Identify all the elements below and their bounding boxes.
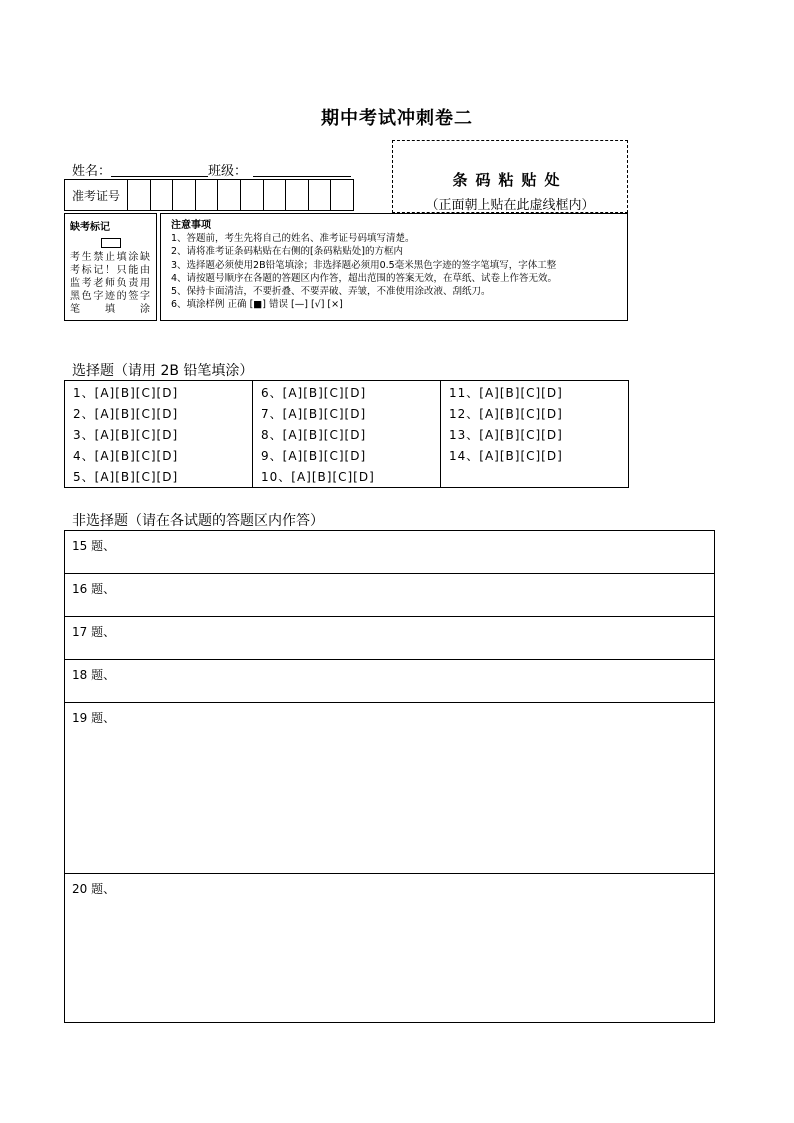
choice-question[interactable]: 12、[A][B][C][D] bbox=[449, 407, 563, 421]
question-label: 18 题、 bbox=[72, 668, 116, 682]
absence-checkbox[interactable] bbox=[101, 238, 121, 248]
exam-id-cell[interactable] bbox=[286, 180, 309, 210]
answer-box[interactable] bbox=[65, 531, 714, 574]
notice-item: 4、请按题号顺序在各题的答题区内作答，超出范围的答案无效，在草纸、试卷上作答无效。 bbox=[171, 272, 558, 284]
name-field[interactable] bbox=[111, 163, 208, 177]
answer-box[interactable] bbox=[65, 574, 714, 617]
exam-id-cell[interactable] bbox=[241, 180, 264, 210]
choice-question[interactable]: 13、[A][B][C][D] bbox=[449, 428, 563, 442]
exam-id-cell[interactable] bbox=[218, 180, 241, 210]
exam-id-cell[interactable] bbox=[128, 180, 151, 210]
barcode-title: 条码粘贴处 bbox=[452, 171, 568, 189]
exam-id-cell[interactable] bbox=[151, 180, 174, 210]
class-label: 班级： bbox=[208, 164, 248, 179]
exam-id-cell[interactable] bbox=[309, 180, 332, 210]
exam-id-cell[interactable] bbox=[331, 180, 353, 210]
notice-item: 2、请将准考证条码粘贴在右侧的[条码粘贴处]的方框内 bbox=[171, 246, 403, 258]
notice-item: 5、保持卡面清洁，不要折叠、不要弄破、弄皱，不准使用涂改液、刮纸刀。 bbox=[171, 286, 491, 298]
absence-instructions: 考生禁止填涂缺考标记！只能由监考老师负责用黑色字迹的签字笔填涂 bbox=[70, 252, 151, 315]
answer-box[interactable] bbox=[65, 703, 714, 874]
exam-id-label: 准考证号 bbox=[65, 180, 128, 210]
exam-id-row bbox=[64, 179, 354, 211]
exam-id-cell[interactable] bbox=[264, 180, 287, 210]
question-label: 20 题、 bbox=[72, 882, 116, 896]
absence-title: 缺考标记 bbox=[70, 222, 110, 233]
notice-item: 3、选择题必须使用2B铅笔填涂；非选择题必须用0.5毫米黑色字迹的签字笔填写，字体工整 bbox=[171, 259, 557, 271]
choice-question[interactable]: 11、[A][B][C][D] bbox=[449, 386, 563, 400]
choice-column bbox=[253, 381, 441, 487]
choice-section-title: 选择题（请用 2B 铅笔填涂） bbox=[72, 363, 254, 379]
answer-box[interactable] bbox=[65, 660, 714, 703]
answer-box[interactable] bbox=[65, 617, 714, 660]
choice-question[interactable]: 14、[A][B][C][D] bbox=[449, 449, 563, 463]
exam-id-cell[interactable] bbox=[196, 180, 219, 210]
choice-question[interactable]: 3、[A][B][C][D] bbox=[73, 428, 179, 442]
question-label: 17 题、 bbox=[72, 625, 116, 639]
choice-question[interactable]: 8、[A][B][C][D] bbox=[261, 428, 367, 442]
choice-question[interactable]: 10、[A][B][C][D] bbox=[261, 470, 375, 484]
notice-box bbox=[160, 213, 628, 321]
choice-column bbox=[441, 381, 628, 487]
open-section-title: 非选择题（请在各试题的答题区内作答） bbox=[72, 513, 324, 529]
choice-question[interactable]: 2、[A][B][C][D] bbox=[73, 407, 179, 421]
choice-question[interactable]: 4、[A][B][C][D] bbox=[73, 449, 179, 463]
class-field[interactable] bbox=[253, 163, 351, 177]
question-label: 19 题、 bbox=[72, 711, 116, 725]
choice-question[interactable]: 1、[A][B][C][D] bbox=[73, 386, 179, 400]
barcode-subtitle: （正面朝上贴在此虚线框内） bbox=[425, 198, 595, 213]
choice-question[interactable]: 5、[A][B][C][D] bbox=[73, 470, 179, 484]
choice-grid bbox=[64, 380, 629, 488]
notice-item: 1、答题前，考生先将自己的姓名、准考证号码填写清楚。 bbox=[171, 233, 415, 245]
page-title: 期中考试冲刺卷二 bbox=[321, 108, 473, 129]
choice-question[interactable]: 9、[A][B][C][D] bbox=[261, 449, 367, 463]
answer-area bbox=[64, 530, 715, 1023]
barcode-area bbox=[392, 140, 628, 213]
answer-box[interactable] bbox=[65, 874, 714, 1022]
notice-title: 注意事项 bbox=[171, 220, 211, 231]
choice-question[interactable]: 6、[A][B][C][D] bbox=[261, 386, 367, 400]
question-label: 15 题、 bbox=[72, 539, 116, 553]
notice-item: 6、填涂样例 正确 [■] 错误 [—] [√] [×] bbox=[171, 299, 343, 311]
choice-column bbox=[65, 381, 253, 487]
absence-mark-box bbox=[64, 213, 157, 321]
exam-id-cell[interactable] bbox=[173, 180, 196, 210]
name-label: 姓名： bbox=[72, 164, 112, 179]
choice-question[interactable]: 7、[A][B][C][D] bbox=[261, 407, 367, 421]
question-label: 16 题、 bbox=[72, 582, 116, 596]
name-class-line bbox=[72, 160, 351, 179]
